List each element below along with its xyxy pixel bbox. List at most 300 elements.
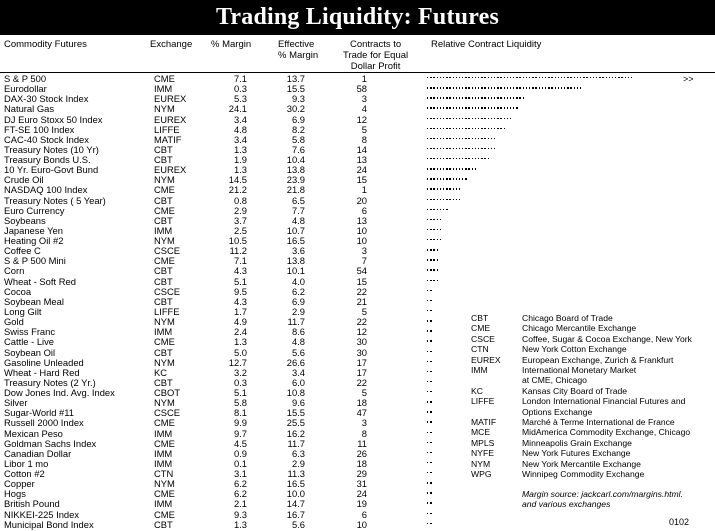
liquidity-dot	[437, 107, 438, 108]
liquidity-dot	[516, 87, 517, 88]
commodity-name: Russell 2000 Index	[4, 417, 84, 429]
contracts-value: 20	[356, 194, 367, 206]
margin-value: 4.8	[233, 123, 247, 135]
exchange-code: CBT	[154, 214, 173, 226]
contracts-value: 3	[361, 417, 367, 429]
liquidity-dot	[427, 87, 428, 88]
liquidity-dot	[430, 452, 431, 453]
liquidity-dot	[449, 118, 450, 119]
margin-value: 5.3	[233, 93, 247, 105]
commodity-name: NASDAQ 100 Index	[4, 184, 88, 196]
liquidity-dot	[427, 107, 428, 108]
liquidity-dot	[491, 77, 492, 78]
liquidity-dot	[545, 87, 546, 88]
liquidity-dot	[481, 97, 482, 98]
liquidity-dot	[437, 168, 438, 169]
margin-value: 1.3	[233, 518, 247, 530]
liquidity-dot	[491, 118, 492, 119]
exchange-code: IMM	[154, 447, 173, 459]
liquidity-dot	[459, 158, 460, 159]
effective-margin-value: 10.8	[286, 387, 305, 399]
commodity-name: FT-SE 100 Index	[4, 123, 75, 135]
exchange-code: CSCE	[154, 407, 181, 419]
exchange-code: CME	[154, 336, 175, 348]
liquidity-dot	[462, 118, 463, 119]
effective-margin-value: 23.9	[286, 174, 305, 186]
liquidity-dot	[468, 97, 469, 98]
header-contracts: Contracts to Trade for Equal Dollar Profit	[343, 39, 409, 72]
liquidity-dot	[468, 168, 469, 169]
contracts-value: 30	[356, 336, 367, 348]
contracts-value: 6	[361, 508, 367, 520]
table-row	[0, 246, 715, 256]
liquidity-bar	[427, 442, 432, 444]
liquidity-dot	[449, 107, 450, 108]
exchange-code: CME	[154, 73, 175, 84]
liquidity-dot	[478, 128, 479, 129]
liquidity-dot	[472, 77, 473, 78]
liquidity-bar	[427, 482, 432, 484]
contracts-value: 13	[356, 214, 367, 226]
liquidity-dot	[542, 77, 543, 78]
liquidity-dot	[430, 168, 431, 169]
liquidity-dot	[504, 97, 505, 98]
liquidity-dot	[443, 87, 444, 88]
liquidity-dot	[433, 77, 434, 78]
header-rule	[0, 72, 715, 73]
liquidity-dot	[427, 259, 428, 260]
contracts-value: 12	[356, 113, 367, 125]
legend-description: New York Futures Exchange	[522, 448, 631, 459]
liquidity-dot	[513, 97, 514, 98]
liquidity-dot	[437, 148, 438, 149]
legend-description: Coffee, Sugar & Cocoa Exchange, New York	[522, 333, 692, 344]
legend-code: CME	[471, 323, 491, 334]
commodity-name: Mexican Peso	[4, 427, 63, 439]
exchange-code: CBT	[154, 346, 173, 358]
liquidity-dot	[430, 401, 431, 402]
table-row	[0, 175, 715, 185]
liquidity-dot	[427, 249, 428, 250]
margin-value: 5.8	[233, 397, 247, 409]
liquidity-dot	[449, 97, 450, 98]
liquidity-dot	[433, 280, 434, 281]
exchange-code: MATIF	[154, 133, 182, 145]
liquidity-dot	[440, 87, 441, 88]
liquidity-dot	[507, 107, 508, 108]
effective-margin-value: 6.2	[291, 285, 305, 297]
liquidity-dot	[465, 168, 466, 169]
margin-value: 0.3	[233, 83, 247, 95]
liquidity-dot	[574, 87, 575, 88]
liquidity-dot	[519, 97, 520, 98]
effective-margin-value: 13.8	[286, 164, 305, 176]
exchange-code: CBT	[154, 275, 173, 287]
liquidity-dot	[488, 138, 489, 139]
liquidity-dot	[430, 462, 431, 463]
liquidity-dot	[500, 128, 501, 129]
effective-margin-value: 9.6	[291, 397, 305, 409]
liquidity-dot	[465, 107, 466, 108]
liquidity-dot	[443, 188, 444, 189]
contracts-value: 31	[356, 478, 367, 490]
liquidity-dot	[484, 97, 485, 98]
liquidity-dot	[459, 107, 460, 108]
legend-code: MCE	[471, 427, 491, 438]
liquidity-bar	[427, 421, 432, 423]
liquidity-dot	[468, 148, 469, 149]
liquidity-dot	[433, 209, 434, 210]
liquidity-dot	[437, 118, 438, 119]
liquidity-dot	[440, 118, 441, 119]
exchange-code: CBT	[154, 295, 173, 307]
commodity-name: British Pound	[4, 498, 60, 510]
liquidity-bar	[427, 472, 432, 474]
liquidity-dot	[427, 168, 428, 169]
liquidity-dot	[497, 97, 498, 98]
liquidity-dot	[488, 118, 489, 119]
liquidity-dot	[462, 178, 463, 179]
liquidity-dot	[545, 77, 546, 78]
liquidity-dot	[437, 269, 438, 270]
margin-value: 4.5	[233, 437, 247, 449]
liquidity-dot	[446, 209, 447, 210]
liquidity-dot	[456, 118, 457, 119]
effective-margin-value: 5.6	[291, 518, 305, 530]
liquidity-dot	[468, 87, 469, 88]
liquidity-dot	[500, 118, 501, 119]
liquidity-dot	[443, 138, 444, 139]
commodity-name: Coffee C	[4, 245, 41, 257]
liquidity-dot	[465, 148, 466, 149]
liquidity-dot	[437, 128, 438, 129]
commodity-name: S & P 500	[4, 73, 47, 84]
contracts-value: 8	[361, 133, 367, 145]
liquidity-dot	[459, 148, 460, 149]
margin-value: 9.9	[233, 417, 247, 429]
liquidity-dot	[478, 158, 479, 159]
liquidity-dot	[430, 128, 431, 129]
commodity-name: Cotton #2	[4, 468, 45, 480]
liquidity-dot	[443, 148, 444, 149]
liquidity-dot	[472, 138, 473, 139]
liquidity-dot	[427, 97, 428, 98]
effective-margin-value: 11.7	[287, 316, 305, 328]
legend-description: European Exchange, Zurich & Frankfurt	[522, 354, 674, 365]
liquidity-dot	[484, 138, 485, 139]
liquidity-dot	[500, 107, 501, 108]
liquidity-dot	[430, 290, 431, 291]
liquidity-dot	[602, 77, 603, 78]
liquidity-dot	[433, 239, 434, 240]
liquidity-bar	[427, 269, 438, 271]
liquidity-dot	[465, 97, 466, 98]
liquidity-dot	[529, 77, 530, 78]
liquidity-dot	[519, 87, 520, 88]
liquidity-dot	[475, 138, 476, 139]
exchange-code: EUREX	[154, 164, 187, 176]
liquidity-dot	[456, 158, 457, 159]
contracts-value: 26	[356, 447, 367, 459]
liquidity-dot	[481, 128, 482, 129]
exchange-code: CBT	[154, 143, 173, 155]
commodity-name: Wheat - Soft Red	[4, 275, 76, 287]
liquidity-dot	[510, 107, 511, 108]
liquidity-dot	[430, 188, 431, 189]
liquidity-dot	[491, 107, 492, 108]
liquidity-dot	[475, 168, 476, 169]
liquidity-dot	[507, 118, 508, 119]
liquidity-dot	[523, 77, 524, 78]
effective-margin-value: 10.0	[286, 488, 305, 500]
liquidity-dot	[494, 107, 495, 108]
effective-margin-value: 7.7	[291, 204, 305, 216]
liquidity-dot	[481, 107, 482, 108]
liquidity-dot	[440, 158, 441, 159]
contracts-value: 10	[356, 518, 367, 530]
exchange-code: CBT	[154, 265, 173, 277]
liquidity-dot	[433, 249, 434, 250]
legend-description: Winnipeg Commodity Exchange	[522, 469, 645, 479]
liquidity-dot	[468, 138, 469, 139]
liquidity-dot	[507, 77, 508, 78]
liquidity-dot	[446, 97, 447, 98]
liquidity-dot	[494, 87, 495, 88]
liquidity-dot	[465, 178, 466, 179]
liquidity-dot	[440, 168, 441, 169]
liquidity-dot	[430, 351, 431, 352]
liquidity-dot	[516, 97, 517, 98]
effective-margin-value: 6.0	[291, 376, 305, 388]
liquidity-dot	[427, 513, 428, 514]
legend-description: Options Exchange	[522, 406, 593, 417]
legend-description: Chicago Mercantile Exchange	[522, 323, 637, 334]
legend-code: CSCE	[471, 333, 495, 344]
liquidity-dot	[437, 158, 438, 159]
effective-margin-value: 11.3	[287, 468, 305, 480]
liquidity-dot	[532, 77, 533, 78]
contracts-value: 19	[356, 498, 367, 510]
liquidity-dot	[437, 199, 438, 200]
liquidity-dot	[437, 87, 438, 88]
liquidity-dot	[488, 107, 489, 108]
liquidity-dot	[437, 209, 438, 210]
commodity-name: Heating Oil #2	[4, 235, 64, 247]
contracts-value: 22	[356, 316, 367, 328]
liquidity-dot	[453, 168, 454, 169]
liquidity-dot	[430, 523, 431, 524]
legend-description: MidAmerica Commodity Exchange, Chicago	[522, 427, 691, 438]
liquidity-dot	[510, 77, 511, 78]
margin-value: 1.3	[233, 143, 247, 155]
liquidity-bar	[427, 502, 432, 504]
liquidity-dot	[472, 128, 473, 129]
contracts-value: 15	[356, 275, 367, 287]
liquidity-dot	[574, 77, 575, 78]
commodity-name: Soybeans	[4, 214, 46, 226]
liquidity-dot	[484, 118, 485, 119]
liquidity-dot	[472, 168, 473, 169]
liquidity-dot	[504, 118, 505, 119]
liquidity-dot	[459, 168, 460, 169]
exchange-code: CME	[154, 255, 175, 267]
exchange-code: IMM	[154, 457, 173, 469]
liquidity-dot	[526, 77, 527, 78]
liquidity-dot	[539, 77, 540, 78]
liquidity-dot	[475, 107, 476, 108]
liquidity-dot	[567, 77, 568, 78]
liquidity-dot	[564, 77, 565, 78]
liquidity-dot	[433, 128, 434, 129]
margin-value: 4.9	[233, 316, 247, 328]
exchange-code: EUREX	[154, 93, 187, 105]
liquidity-dot	[437, 138, 438, 139]
footnote-line-1: Margin source: jackcarl.com/margins.html.	[522, 489, 683, 499]
margin-value: 1.3	[233, 164, 247, 176]
liquidity-dot	[504, 128, 505, 129]
liquidity-dot	[440, 77, 441, 78]
liquidity-dot	[430, 269, 431, 270]
liquidity-dot	[484, 158, 485, 159]
liquidity-dot	[433, 107, 434, 108]
liquidity-dot	[427, 523, 428, 524]
liquidity-dot	[497, 77, 498, 78]
title-bar	[0, 0, 715, 35]
margin-value: 5.0	[233, 346, 247, 358]
contracts-value: 47	[356, 407, 367, 419]
margin-value: 3.4	[233, 113, 247, 125]
exchange-code: EUREX	[154, 113, 187, 125]
liquidity-dot	[430, 97, 431, 98]
liquidity-dot	[497, 87, 498, 88]
liquidity-bar	[427, 199, 460, 201]
margin-value: 3.4	[233, 133, 247, 145]
liquidity-dot	[590, 77, 591, 78]
contracts-value: 17	[356, 356, 367, 368]
liquidity-dot	[430, 361, 431, 362]
effective-margin-value: 30.2	[286, 103, 305, 115]
liquidity-bar	[427, 229, 441, 231]
page-code: 0102	[669, 517, 690, 527]
exchange-code: NYM	[154, 235, 175, 247]
liquidity-bar	[427, 148, 495, 150]
liquidity-dot	[430, 330, 431, 331]
liquidity-dot	[481, 77, 482, 78]
commodity-name: NIKKEI-225 Index	[4, 508, 80, 520]
effective-margin-value: 21.8	[286, 184, 305, 196]
liquidity-dot	[427, 178, 428, 179]
liquidity-dot	[427, 239, 428, 240]
liquidity-dot	[497, 107, 498, 108]
liquidity-dot	[532, 87, 533, 88]
exchange-code: NYM	[154, 103, 175, 115]
exchange-code: CBOT	[154, 387, 181, 399]
liquidity-dot	[456, 178, 457, 179]
commodity-name: Euro Currency	[4, 204, 65, 216]
table-row	[0, 520, 715, 530]
legend-description: Kansas City Board of Trade	[522, 385, 628, 396]
liquidity-dot	[427, 472, 428, 473]
liquidity-dot	[475, 77, 476, 78]
liquidity-dot	[430, 249, 431, 250]
liquidity-dot	[449, 158, 450, 159]
legend-description: Minneapolis Grain Exchange	[522, 437, 632, 448]
liquidity-dot	[468, 158, 469, 159]
commodity-name: Dow Jones Ind. Avg. Index	[4, 387, 115, 399]
liquidity-dot	[475, 118, 476, 119]
liquidity-dot	[427, 118, 428, 119]
commodity-name: DJ Euro Stoxx 50 Index	[4, 113, 103, 125]
liquidity-dot	[440, 148, 441, 149]
liquidity-dot	[430, 300, 431, 301]
contracts-value: 22	[356, 285, 367, 297]
liquidity-dot	[446, 138, 447, 139]
exchange-code: IMM	[154, 83, 173, 95]
liquidity-dot	[567, 87, 568, 88]
liquidity-bar	[427, 391, 432, 393]
footnote-line-2: and various exchanges	[522, 499, 611, 509]
liquidity-dot	[446, 87, 447, 88]
liquidity-dot	[516, 77, 517, 78]
effective-margin-value: 11.7	[287, 437, 305, 449]
liquidity-dot	[507, 87, 508, 88]
liquidity-dot	[456, 148, 457, 149]
margin-value: 14.5	[228, 174, 247, 186]
contracts-value: 54	[356, 265, 367, 277]
exchange-code: NYM	[154, 356, 175, 368]
margin-value: 2.4	[233, 326, 247, 338]
liquidity-dot	[456, 107, 457, 108]
liquidity-dot	[456, 138, 457, 139]
effective-margin-value: 7.6	[291, 143, 305, 155]
legend-description: at CME, Chicago	[522, 375, 587, 386]
liquidity-dot	[481, 148, 482, 149]
page-title: Trading Liquidity: Futures	[215, 4, 500, 30]
contracts-value: 12	[356, 326, 367, 338]
liquidity-dot	[478, 138, 479, 139]
liquidity-dot	[462, 148, 463, 149]
liquidity-dot	[437, 280, 438, 281]
contracts-value: 15	[356, 174, 367, 186]
liquidity-dot	[516, 107, 517, 108]
liquidity-dot	[535, 87, 536, 88]
contracts-value: 13	[356, 154, 367, 166]
liquidity-dot	[440, 199, 441, 200]
effective-margin-value: 5.8	[291, 133, 305, 145]
margin-value: 24.1	[228, 103, 247, 115]
liquidity-dot	[427, 280, 428, 281]
header-commodity: Commodity Futures	[4, 39, 87, 50]
exchange-code: CME	[154, 184, 175, 196]
effective-margin-value: 3.4	[291, 366, 305, 378]
margin-value: 21.2	[228, 184, 247, 196]
liquidity-dot	[472, 87, 473, 88]
liquidity-dot	[433, 259, 434, 260]
liquidity-dot	[433, 178, 434, 179]
liquidity-dot	[462, 168, 463, 169]
liquidity-dot	[488, 77, 489, 78]
exchange-code: CBT	[154, 154, 173, 166]
margin-value: 5.1	[233, 275, 247, 287]
table-row	[0, 115, 715, 125]
margin-value: 6.2	[233, 488, 247, 500]
liquidity-dot	[446, 148, 447, 149]
legend-code: NYFE	[471, 448, 494, 459]
commodity-name: Sugar-World #11	[4, 407, 74, 419]
legend-code: MATIF	[471, 417, 497, 427]
liquidity-dot	[440, 178, 441, 179]
liquidity-dot	[523, 97, 524, 98]
